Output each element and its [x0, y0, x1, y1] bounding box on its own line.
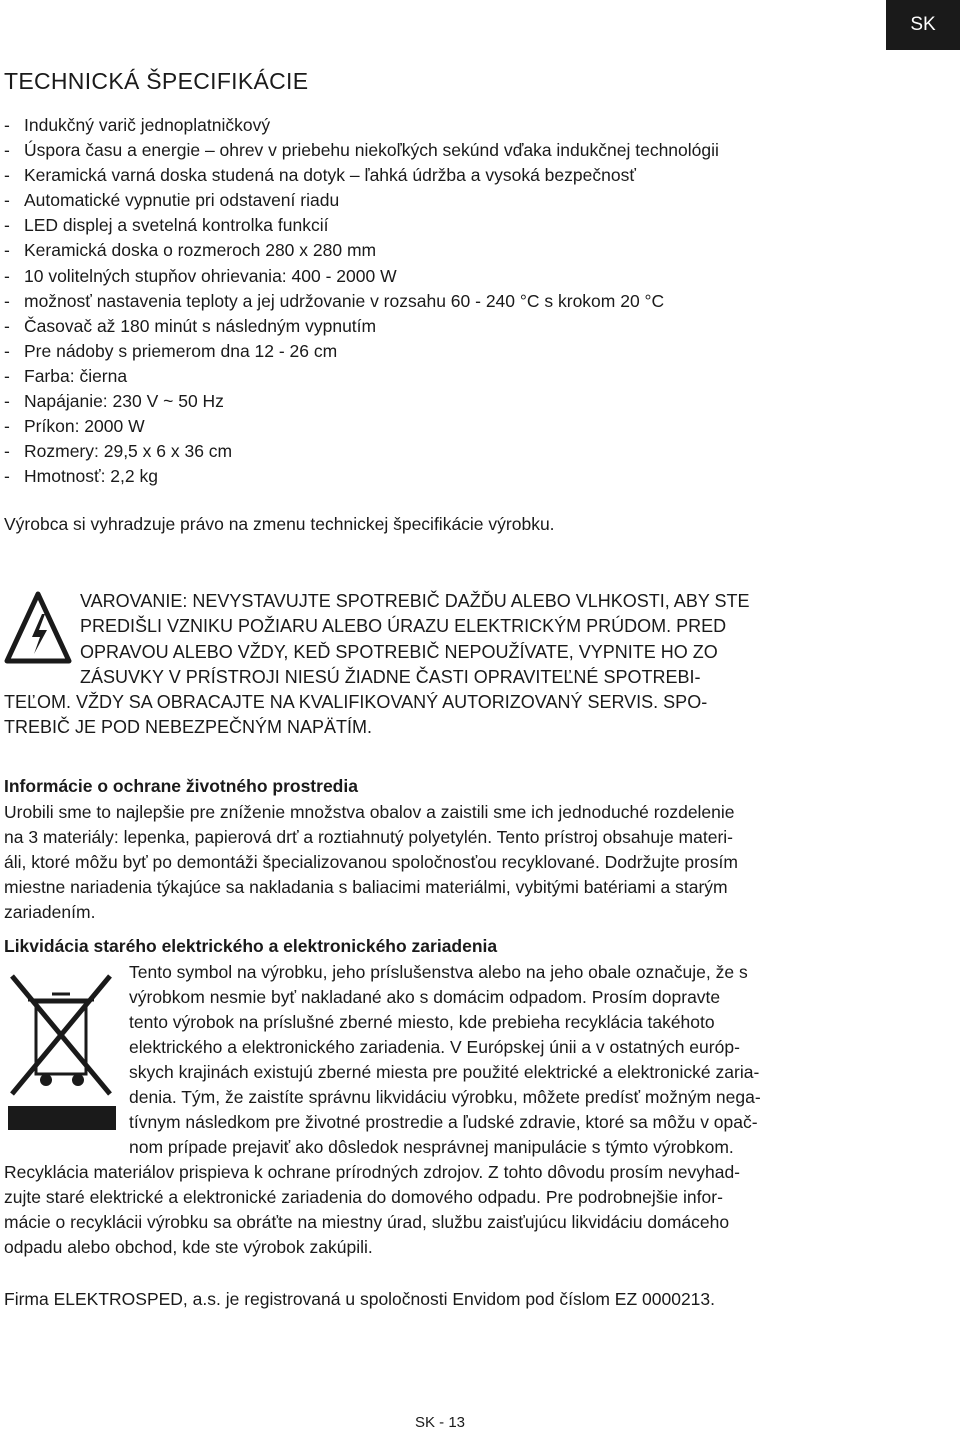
- spec-item: [4, 389, 719, 414]
- warning-text: [4, 589, 886, 741]
- spec-item: [4, 439, 719, 464]
- bullet-dash: -: [4, 265, 10, 286]
- spec-text: možnosť nastavenia teploty a jej udržovanie v rozsahu 60 - 240 °C s krokom 20 °C: [24, 290, 665, 311]
- paragraph-line: na 3 materiály: lepenka, papierová drť a roztiahnutý polyetylén. Tento prístroj obsahuje materi-: [4, 827, 734, 847]
- spec-text: Keramická varná doska studená na dotyk – ľahká údržba a vysoká bezpečnosť: [24, 165, 636, 186]
- spec-text: Rozmery: 29,5 x 6 x 36 cm: [24, 441, 233, 462]
- spec-text: Automatické vypnutie pri odstavení riadu: [24, 190, 340, 211]
- spec-item: [4, 113, 719, 138]
- page-number: SK - 13: [414, 1414, 466, 1431]
- warning-line: VAROVANIE: NEVYSTAVUJTE SPOTREBIČ DAŽĎU ALEBO VLHKOSTI, ABY STE: [80, 591, 750, 611]
- warning-line: TREBIČ JE POD NEBEZPEČNÝM NAPÄTÍM.: [4, 717, 373, 738]
- environment-paragraph: [4, 800, 884, 925]
- bullet-dash: -: [4, 315, 10, 336]
- bullet-dash: -: [4, 190, 10, 211]
- page-title: TECHNICKÁ ŠPECIFIKÁCIE: [4, 68, 309, 94]
- spec-item: [4, 339, 719, 364]
- paragraph-line: Tento symbol na výrobku, jeho príslušenstva alebo na jeho obale označuje, že s: [129, 962, 748, 982]
- spec-item: [4, 464, 719, 489]
- paragraph-line: mácie o recyklácii výrobku sa obráťte na miestny úrad, službu zaisťujúcu likvidáciu domáceho: [4, 1212, 730, 1232]
- bullet-dash: -: [4, 290, 10, 311]
- paragraph-line: denia. Tým, že zaistíte správnu likvidáciu výrobku, môžete predísť možným nega-: [129, 1087, 761, 1107]
- spec-item: [4, 314, 719, 339]
- bullet-dash: -: [4, 240, 10, 261]
- bullet-dash: -: [4, 365, 10, 386]
- paragraph-line: nom prípade prejaviť ako dôsledok nesprávnej manipulácie s týmto výrobkom.: [129, 1137, 734, 1157]
- spec-text: LED displej a svetelná kontrolka funkcií: [24, 215, 329, 236]
- paragraph-line: elektrického a elektronického zariadenia. V Európskej únii a v ostatných európ-: [129, 1037, 740, 1057]
- bullet-dash: -: [4, 466, 10, 487]
- spec-item: [4, 289, 719, 314]
- paragraph-line: zariadením.: [4, 902, 96, 922]
- spec-text: Indukčný varič jednoplatničkový: [24, 115, 271, 135]
- spec-text: Časovač až 180 minút s následným vypnutím: [24, 315, 377, 336]
- spec-text: Napájanie: 230 V ~ 50 Hz: [24, 391, 224, 412]
- spec-item: [4, 213, 719, 238]
- warning-line: PREDIŠLI VZNIKU POŽIARU ALEBO ÚRAZU ELEKTRICKÝM PRÚDOM. PRED: [80, 616, 727, 637]
- spec-item: [4, 138, 719, 163]
- spec-text: Pre nádoby s priemerom dna 12 - 26 cm: [24, 340, 338, 361]
- bullet-dash: -: [4, 391, 10, 412]
- paragraph-line: tento výrobok na príslušné zberné miesto, kde prebieha recyklácia takéhoto: [129, 1012, 715, 1032]
- paragraph-line: výrobkom nesmie byť nakladané ako s domácim odpadom. Prosím dopravte: [129, 987, 721, 1007]
- spec-text: Hmotnosť: 2,2 kg: [24, 466, 158, 487]
- bullet-dash: -: [4, 441, 10, 462]
- warning-line: ZÁSUVKY V PRÍSTROJI NIESÚ ŽIADNE ČASTI OPRAVITEĽNÉ SPOTREBI-: [80, 666, 701, 687]
- paragraph-line: Urobili sme to najlepšie pre zníženie množstva obalov a zaistili sme ich jednoduché rozdelenie: [4, 802, 735, 822]
- bullet-dash: -: [4, 340, 10, 361]
- spec-text: Farba: čierna: [24, 365, 128, 386]
- paragraph-line: Recyklácia materiálov prispieva k ochrane prírodných zdrojov. Z tohto dôvodu prosím nevyhad-: [4, 1162, 740, 1182]
- bullet-dash: -: [4, 416, 10, 437]
- paragraph-line: skych krajinách existujú zberné miesta pre použité elektrické a elektronické zaria-: [129, 1062, 760, 1082]
- warning-line: TEĽOM. VŽDY SA OBRACAJTE NA KVALIFIKOVANÝ AUTORIZOVANÝ SERVIS. SPO-: [4, 692, 708, 713]
- bullet-dash: -: [4, 165, 10, 186]
- spec-text: Príkon: 2000 W: [24, 416, 145, 437]
- bullet-dash: -: [4, 115, 10, 135]
- manufacturer-note: Výrobca si vyhradzuje právo na zmenu technickej špecifikácie výrobku.: [4, 514, 555, 534]
- disposal-heading: Likvidácia starého elektrického a elektronického zariadenia: [4, 936, 498, 956]
- spec-item: [4, 414, 719, 439]
- paragraph-line: miestne nariadenia týkajúce sa nakladania s baliacimi materiálmi, vybitými batériami a starým: [4, 877, 728, 897]
- spec-text: Úspora času a energie – ohrev v priebehu niekoľkých sekúnd vďaka indukčnej technológii: [24, 140, 719, 161]
- registration-note: Firma ELEKTROSPED, a.s. je registrovaná u spoločnosti Envidom pod číslom EZ 0000213.: [4, 1289, 716, 1309]
- paragraph-line: odpadu alebo obchod, kde ste výrobok zakúpili.: [4, 1237, 373, 1257]
- spec-list: [4, 113, 719, 489]
- spec-text: 10 volitelných stupňov ohrievania: 400 - 2000 W: [24, 265, 397, 286]
- disposal-paragraph: [4, 960, 884, 1260]
- bullet-dash: -: [4, 140, 10, 161]
- warning-line: OPRAVOU ALEBO VŽDY, KEĎ SPOTREBIČ NEPOUŽÍVATE, VYPNITE HO ZO: [80, 641, 718, 662]
- spec-text: Keramická doska o rozmeroch 280 x 280 mm: [24, 240, 377, 261]
- paragraph-line: áli, ktoré môžu byť po demontáži špecializovanou spoločnosťou recyklované. Dodržujte prosím: [4, 852, 738, 872]
- spec-item: [4, 238, 719, 263]
- environment-heading: Informácie o ochrane životného prostredia: [4, 776, 358, 796]
- bullet-dash: -: [4, 215, 10, 236]
- spec-item: [4, 364, 719, 389]
- spec-item: [4, 264, 719, 289]
- paragraph-line: tívnym následkom pre životné prostredie a ľudské zdravie, ktoré sa môžu v opač-: [129, 1112, 758, 1132]
- language-tab: SK: [886, 0, 960, 50]
- spec-item: [4, 163, 719, 188]
- paragraph-line: zujte staré elektrické a elektronické zariadenia do domového odpadu. Pre podrobnejšie infor-: [4, 1187, 723, 1207]
- spec-item: [4, 188, 719, 213]
